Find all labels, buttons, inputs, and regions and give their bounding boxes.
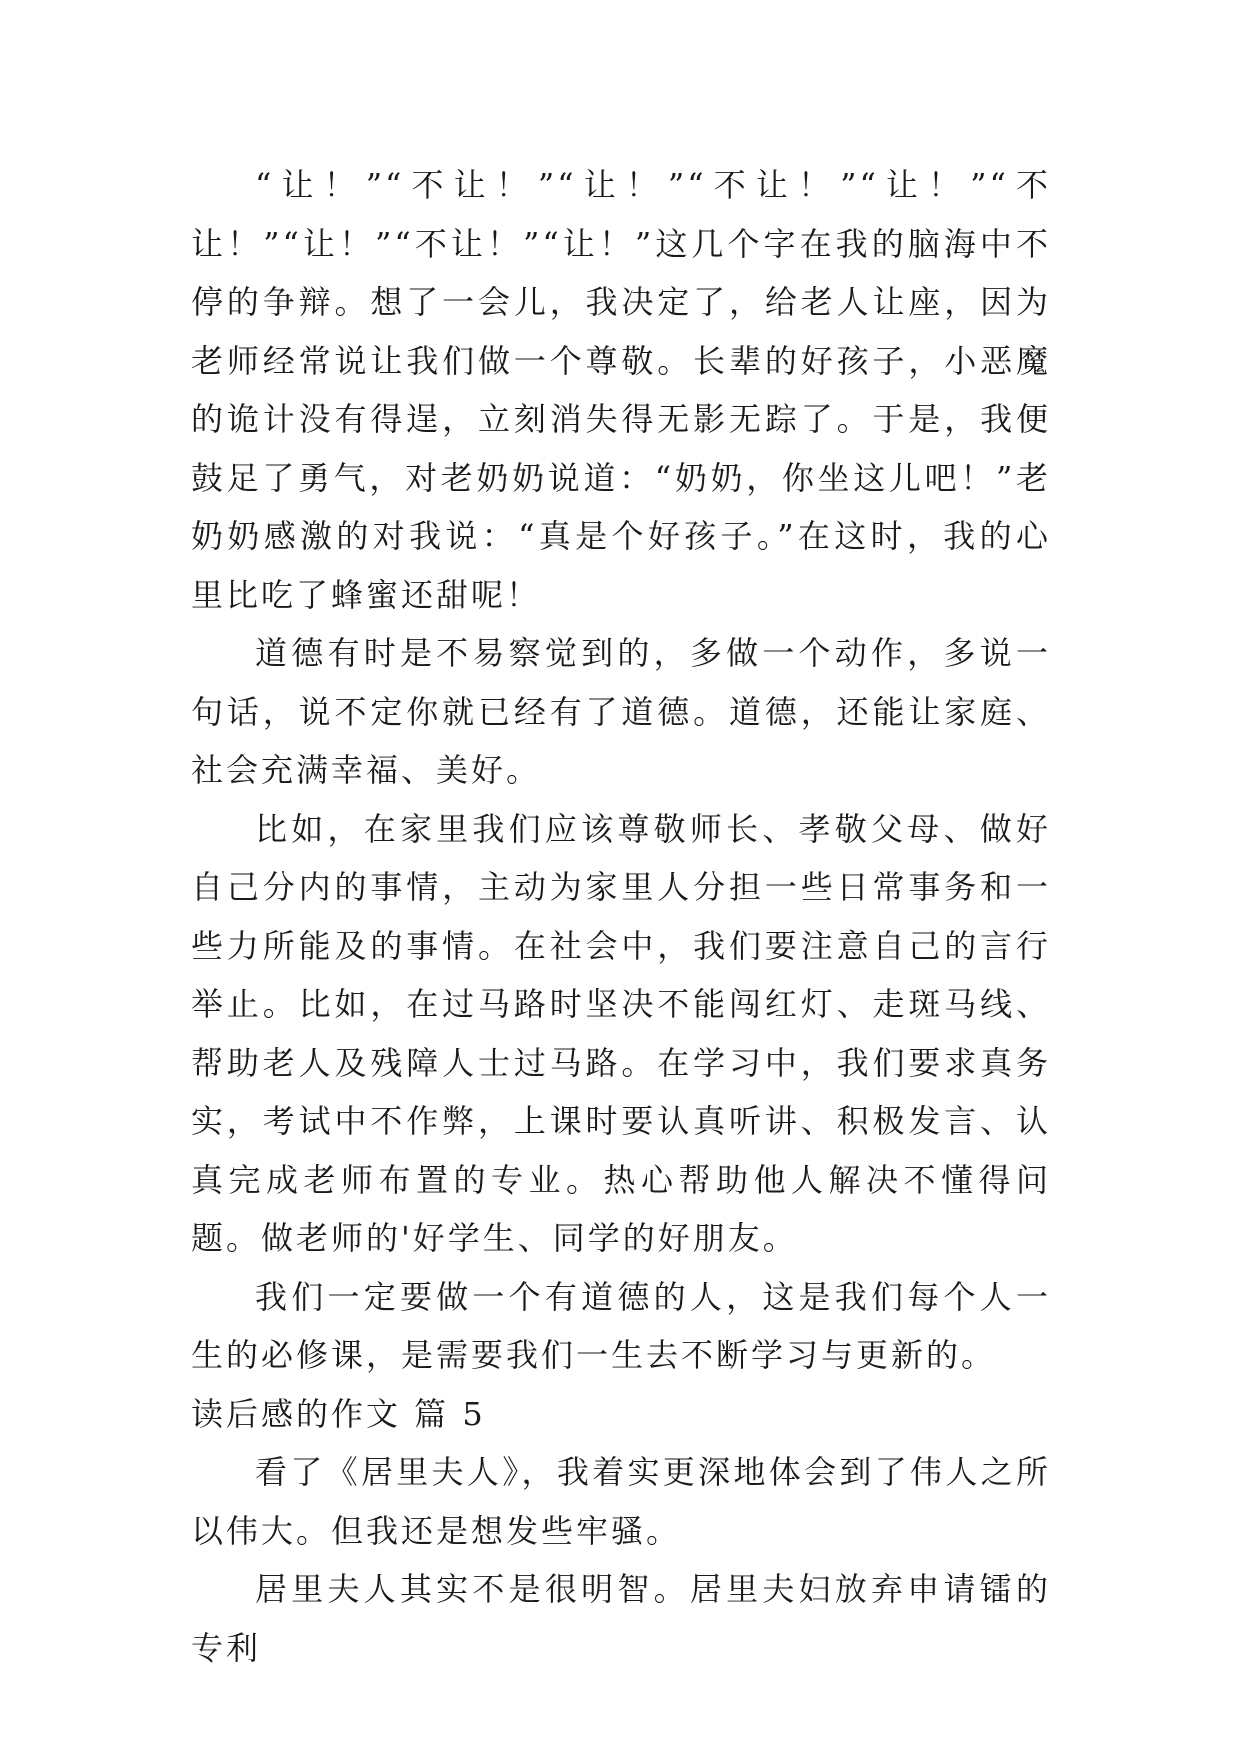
paragraph-5: 看了《居里夫人》，我着实更深地体会到了伟人之所以伟大。但我还是想发些牢骚。 <box>191 1453 1051 1550</box>
paragraph-2: 道德有时是不易察觉到的，多做一个动作，多说一句话，说不定你就已经有了道德。道德，还能让家庭、社会充满幸福、美好。 <box>191 634 1051 789</box>
document-body <box>191 156 1051 1677</box>
paragraph-3: 比如，在家里我们应该尊敬师长、孝敬父母、做好自己分内的事情，主动为家里人分担一些日常事务和一些力所能及的事情。在社会中，我们要注意自己的言行举止。比如，在过马路时坚决不能闯红灯、走斑马线、帮助老人及残障人士过马路。在学习中，我们要求真务实，考试中不作弊，上课时要认真听讲、积极发言、认真完成老师布置的专业。热心帮助他人解决不懂得问题。做老师的'好学生、同学的好朋友。 <box>191 809 1051 1257</box>
paragraph-1: “让！”“不让！”“让！”“不让！”“让！”“不让！”“让！”“不让！”“让！”这几个字在我的脑海中不停的争辩。想了一会儿，我决定了，给老人让座，因为老师经常说让我们做一个尊敬。长辈的好孩子，小恶魔的诡计没有得逞，立刻消失得无影无踪了。于是，我便鼓足了勇气，对老奶奶说道：“奶奶，你坐这儿吧！”老奶奶感激的对我说：“真是个好孩子。”在这时，我的心里比吃了蜂蜜还甜呢！ <box>191 166 1051 614</box>
section-heading: 读后感的作文 篇 5 <box>191 1394 486 1433</box>
paragraph-4: 我们一定要做一个有道德的人，这是我们每个人一生的必修课，是需要我们一生去不断学习与更新的。 <box>191 1277 1051 1374</box>
paragraph-6: 居里夫人其实不是很明智。居里夫妇放弃申请镭的专利 <box>191 1570 1051 1667</box>
